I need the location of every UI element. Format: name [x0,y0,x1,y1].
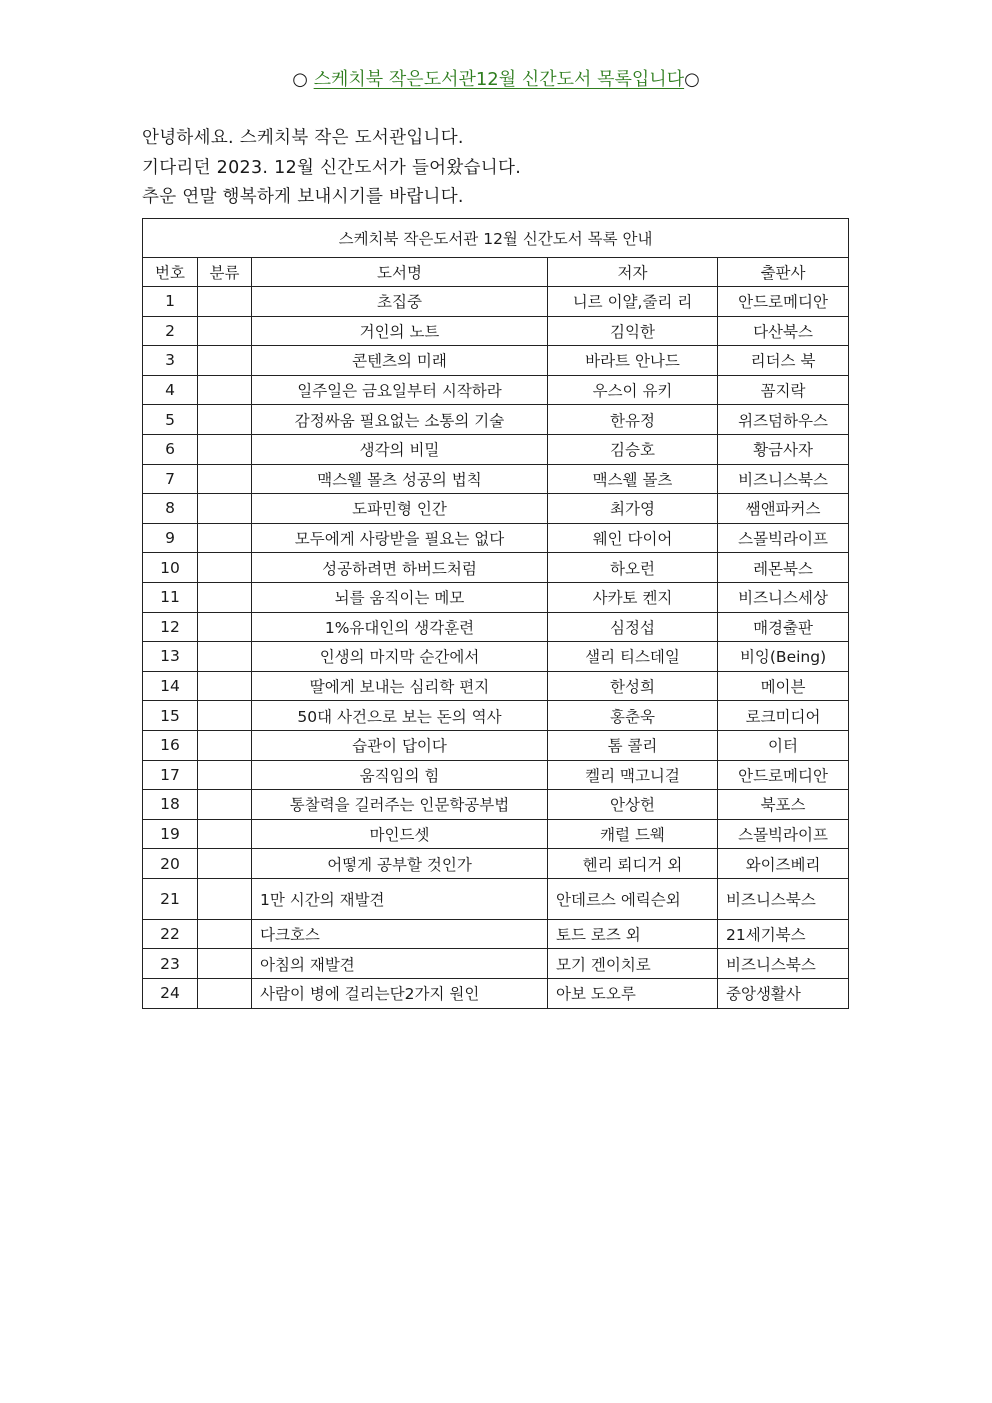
cell-category [198,878,252,919]
cell-author: 캐럴 드웩 [548,819,718,849]
circle-icon: ○ [684,69,700,90]
table-row [143,612,849,642]
table-row [143,375,849,405]
intro-text [142,124,521,213]
cell-publisher: 다산북스 [718,316,849,346]
cell-author: 하오런 [548,553,718,583]
cell-category [198,464,252,494]
table-row [143,919,849,949]
cell-publisher: 21세기북스 [718,919,849,949]
table-row [143,464,849,494]
cell-category [198,760,252,790]
table-row [143,553,849,583]
header-number: 번호 [143,258,198,287]
cell-number: 9 [143,523,198,553]
cell-category [198,553,252,583]
cell-number: 18 [143,790,198,820]
table-row [143,582,849,612]
cell-publisher: 레몬북스 [718,553,849,583]
cell-category [198,582,252,612]
cell-author: 우스이 유키 [548,375,718,405]
cell-number: 20 [143,849,198,879]
cell-category [198,730,252,760]
cell-author: 김익한 [548,316,718,346]
cell-category [198,405,252,435]
cell-number: 3 [143,346,198,376]
cell-title: 50대 사건으로 보는 돈의 역사 [252,701,548,731]
cell-title: 아침의 재발견 [252,949,548,979]
table-row [143,979,849,1009]
cell-title: 도파민형 인간 [252,494,548,524]
table-row [143,346,849,376]
cell-author: 샐리 티스데일 [548,642,718,672]
cell-number: 10 [143,553,198,583]
table-row [143,523,849,553]
cell-title: 콘텐츠의 미래 [252,346,548,376]
cell-title: 맥스웰 몰츠 성공의 법칙 [252,464,548,494]
cell-author: 토드 로즈 외 [548,919,718,949]
cell-publisher: 꼼지락 [718,375,849,405]
cell-author: 심정섭 [548,612,718,642]
cell-publisher: 리더스 북 [718,346,849,376]
header-category: 분류 [198,258,252,287]
cell-category [198,316,252,346]
cell-title: 일주일은 금요일부터 시작하라 [252,375,548,405]
cell-category [198,790,252,820]
cell-category [198,701,252,731]
cell-category [198,494,252,524]
cell-author: 한유정 [548,405,718,435]
cell-author: 웨인 다이어 [548,523,718,553]
cell-author: 한성희 [548,671,718,701]
table-row [143,434,849,464]
cell-author: 바라트 안나드 [548,346,718,376]
cell-number: 5 [143,405,198,435]
table-row [143,760,849,790]
cell-title: 통찰력을 길러주는 인문학공부법 [252,790,548,820]
cell-number: 8 [143,494,198,524]
cell-publisher: 안드로메디안 [718,287,849,317]
cell-author: 안상헌 [548,790,718,820]
header-author: 저자 [548,258,718,287]
cell-author: 사카토 켄지 [548,582,718,612]
table-row [143,287,849,317]
cell-publisher: 비잉(Being) [718,642,849,672]
cell-number: 14 [143,671,198,701]
cell-publisher: 와이즈베리 [718,849,849,879]
cell-number: 13 [143,642,198,672]
table-header-row [143,258,849,287]
cell-number: 16 [143,730,198,760]
cell-publisher: 위즈덤하우스 [718,405,849,435]
cell-category [198,979,252,1009]
cell-title: 딸에게 보내는 심리학 편지 [252,671,548,701]
cell-number: 22 [143,919,198,949]
table-row [143,790,849,820]
cell-number: 4 [143,375,198,405]
table-row [143,819,849,849]
cell-publisher: 로크미디어 [718,701,849,731]
cell-category [198,523,252,553]
table-row [143,642,849,672]
cell-author: 최가영 [548,494,718,524]
table-row [143,878,849,919]
cell-number: 24 [143,979,198,1009]
table-row [143,730,849,760]
cell-title: 모두에게 사랑받을 필요는 없다 [252,523,548,553]
cell-author: 안데르스 에릭슨외 [548,878,718,919]
cell-title: 마인드셋 [252,819,548,849]
cell-title: 어떻게 공부할 것인가 [252,849,548,879]
page-title [0,66,992,94]
cell-category [198,642,252,672]
cell-number: 21 [143,878,198,919]
table-caption: 스케치북 작은도서관 12월 신간도서 목록 안내 [143,219,849,258]
table-row [143,701,849,731]
cell-category [198,287,252,317]
cell-title: 인생의 마지막 순간에서 [252,642,548,672]
header-publisher: 출판사 [718,258,849,287]
intro-line: 안녕하세요. 스케치북 작은 도서관입니다. [142,128,464,148]
table-row [143,405,849,435]
table-row [143,949,849,979]
cell-title: 1%유대인의 생각훈련 [252,612,548,642]
cell-number: 19 [143,819,198,849]
cell-number: 15 [143,701,198,731]
cell-number: 11 [143,582,198,612]
cell-publisher: 중앙생활사 [718,979,849,1009]
cell-author: 홍춘욱 [548,701,718,731]
cell-author: 헨리 뢰디거 외 [548,849,718,879]
cell-title: 움직임의 힘 [252,760,548,790]
cell-number: 12 [143,612,198,642]
cell-title: 뇌를 움직이는 메모 [252,582,548,612]
cell-author: 모기 겐이치로 [548,949,718,979]
intro-line: 기다리던 2023. 12월 신간도서가 들어왔습니다. [142,157,522,178]
cell-author: 김승호 [548,434,718,464]
cell-title: 생각의 비밀 [252,434,548,464]
cell-publisher: 쌤앤파커스 [718,494,849,524]
cell-publisher: 비즈니스북스 [718,949,849,979]
table-row [143,316,849,346]
cell-category [198,849,252,879]
title-link[interactable]: 스케치북 작은도서관12월 신간도서 목록입니다 [313,69,685,90]
cell-number: 1 [143,287,198,317]
cell-author: 켈리 맥고니걸 [548,760,718,790]
cell-category [198,434,252,464]
cell-author: 아보 도오루 [548,979,718,1009]
cell-author: 톰 콜리 [548,730,718,760]
intro-line: 추운 연말 행복하게 보내시기를 바랍니다. [142,187,464,207]
cell-publisher: 스몰빅라이프 [718,819,849,849]
cell-title: 다크호스 [252,919,548,949]
cell-publisher: 비즈니스북스 [718,464,849,494]
cell-category [198,819,252,849]
cell-title: 성공하려면 하버드처럼 [252,553,548,583]
cell-publisher: 스몰빅라이프 [718,523,849,553]
cell-publisher: 안드로메디안 [718,760,849,790]
cell-category [198,949,252,979]
cell-publisher: 이터 [718,730,849,760]
header-title: 도서명 [252,258,548,287]
cell-number: 23 [143,949,198,979]
cell-publisher: 북포스 [718,790,849,820]
cell-author: 맥스웰 몰츠 [548,464,718,494]
cell-author: 니르 이얄,줄리 리 [548,287,718,317]
cell-title: 초집중 [252,287,548,317]
cell-title: 거인의 노트 [252,316,548,346]
table-body [143,287,849,1009]
circle-icon: ○ [292,69,308,90]
cell-title: 1만 시간의 재발견 [252,878,548,919]
book-list-table [142,218,849,1009]
cell-publisher: 매경출판 [718,612,849,642]
cell-number: 6 [143,434,198,464]
cell-category [198,375,252,405]
cell-publisher: 메이븐 [718,671,849,701]
cell-number: 17 [143,760,198,790]
cell-category [198,612,252,642]
table-row [143,849,849,879]
cell-publisher: 비즈니스북스 [718,878,849,919]
cell-publisher: 비즈니스세상 [718,582,849,612]
cell-title: 사람이 병에 걸리는단2가지 원인 [252,979,548,1009]
cell-title: 습관이 답이다 [252,730,548,760]
cell-category [198,346,252,376]
cell-number: 2 [143,316,198,346]
cell-category [198,671,252,701]
table-row [143,494,849,524]
cell-title: 감정싸움 필요없는 소통의 기술 [252,405,548,435]
cell-category [198,919,252,949]
table-row [143,671,849,701]
cell-publisher: 황금사자 [718,434,849,464]
cell-number: 7 [143,464,198,494]
